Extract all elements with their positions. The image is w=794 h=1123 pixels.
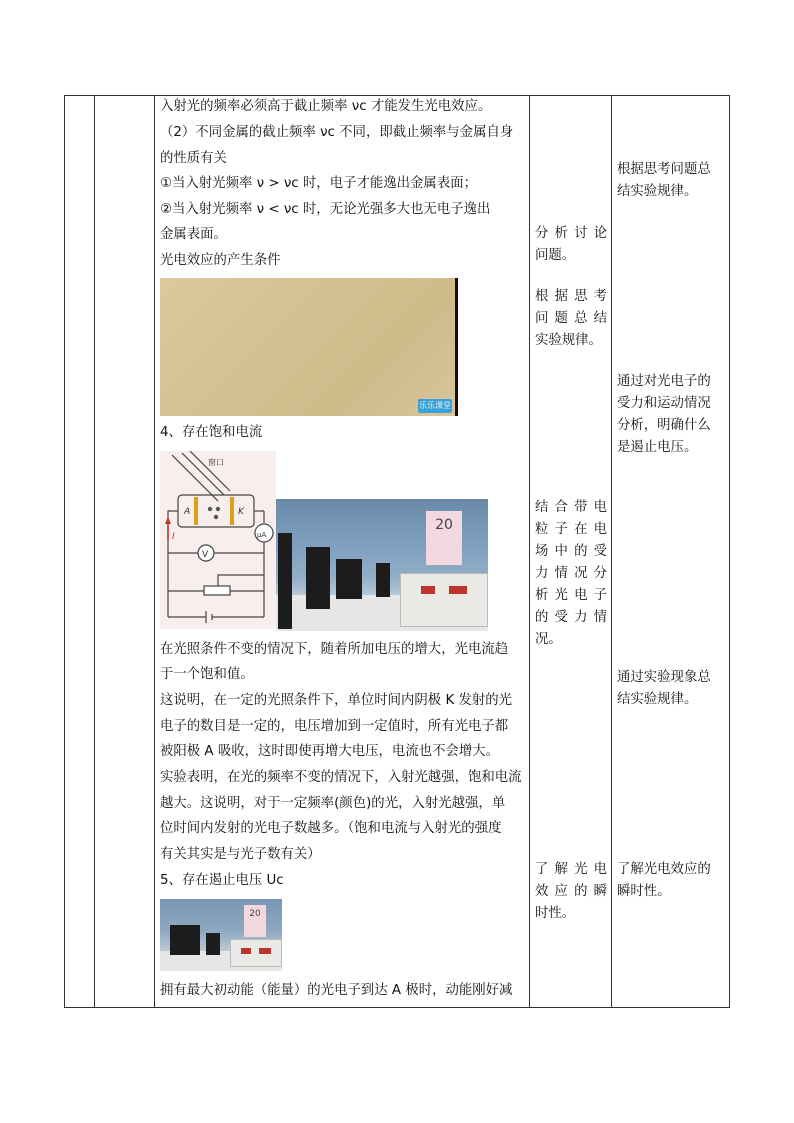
anode-label: A	[184, 507, 191, 517]
current-label: I	[172, 532, 175, 542]
content-line: 越大。这说明，对于一定频率(颜色)的光，入射光越强，单	[160, 796, 506, 811]
content-line: ①当入射光频率 ν > νc 时，电子才能逸出金属表面；	[160, 176, 477, 191]
section-heading: 5、存在遏止电压 Uc	[160, 873, 284, 888]
section-heading: 光电效应的产生条件	[160, 253, 281, 268]
content-line: 金属表面。	[160, 227, 227, 242]
column-divider-3	[529, 95, 530, 1008]
window-label: 窗口	[208, 458, 224, 467]
activity-line: 了解光电	[535, 862, 607, 877]
intent-line: 是遏止电压。	[617, 440, 698, 455]
content-line: 位时间内发射的光电子数越多。（饱和电流与入射光的强度	[160, 821, 502, 836]
section-heading: 4、存在饱和电流	[160, 425, 263, 440]
content-line: （2）不同金属的截止频率 νc 不同，即截止频率与金属自身	[160, 125, 514, 140]
intent-line: 根据思考问题总	[617, 162, 711, 177]
ammeter-label: μA	[257, 531, 267, 539]
intent-line: 了解光电效应的	[617, 862, 711, 877]
content-line: 这说明，在一定的光照条件下，单位时间内阴极 K 发射的光	[160, 693, 513, 708]
intent-line: 结实验规律。	[617, 184, 698, 199]
activity-line: 时性。	[535, 906, 576, 921]
content-line: 有关其实是与光子数有关）	[160, 847, 321, 862]
table-right-border	[729, 95, 730, 1008]
column-divider-4	[611, 95, 612, 1008]
content-line: ②当入射光频率 ν < νc 时，无论光强多大也无电子逸出	[160, 202, 491, 217]
intent-line: 瞬时性。	[617, 884, 671, 899]
table-left-border	[64, 95, 65, 1008]
lab-card: 20	[426, 511, 462, 565]
lab-card-small: 20	[244, 905, 266, 937]
activity-line: 力情况分	[535, 566, 607, 581]
content-line: 的性质有关	[160, 151, 227, 166]
activity-line: 效应的瞬	[535, 884, 607, 899]
intent-line: 通过实验现象总	[617, 670, 711, 685]
column-divider-2	[154, 95, 155, 1008]
activity-line: 析光电子	[535, 588, 607, 603]
content-line: 于一个饱和值。	[160, 667, 254, 682]
activity-line: 问题总结	[535, 311, 607, 326]
circuit-diagram	[160, 451, 276, 629]
activity-line: 况。	[535, 632, 562, 647]
content-line: 在光照条件不变的情况下，随着所加电压的增大，光电流趋	[160, 642, 509, 657]
lesson-table	[64, 95, 730, 1008]
activity-line: 的受力情	[535, 610, 607, 625]
cathode-label: K	[238, 507, 244, 517]
video-frame-image	[160, 278, 458, 416]
activity-line: 结合带电	[535, 500, 607, 515]
intent-line: 分析，明确什么	[617, 418, 711, 433]
content-line: 拥有最大初动能（能量）的光电子到达 A 极时，动能刚好减	[160, 983, 513, 998]
video-logo: 乐乐课堂	[418, 399, 452, 413]
activity-line: 场中的受	[535, 544, 607, 559]
content-line: 电子的数目是一定的，电压增加到一定值时，所有光电子都	[160, 719, 509, 734]
content-line: 实验表明，在光的频率不变的情况下，入射光越强，饱和电流	[160, 770, 522, 785]
column-divider-1	[94, 95, 95, 1008]
voltmeter-label: V	[202, 550, 209, 560]
experiment-photo-small	[160, 899, 282, 971]
experiment-photo	[276, 499, 488, 631]
activity-line: 问题。	[535, 248, 576, 263]
content-line: 被阳极 A 吸收，这时即使再增大电压，电流也不会增大。	[160, 744, 500, 759]
intent-line: 受力和运动情况	[617, 396, 711, 411]
activity-line: 实验规律。	[535, 333, 602, 348]
activity-line: 根据思考	[535, 289, 607, 304]
activity-line: 分析讨论	[535, 226, 607, 241]
content-line: 入射光的频率必须高于截止频率 νc 才能发生光电效应。	[160, 99, 492, 114]
activity-line: 粒子在电	[535, 522, 607, 537]
table-bottom-border	[64, 1007, 730, 1008]
intent-line: 通过对光电子的	[617, 374, 711, 389]
intent-line: 结实验规律。	[617, 692, 698, 707]
